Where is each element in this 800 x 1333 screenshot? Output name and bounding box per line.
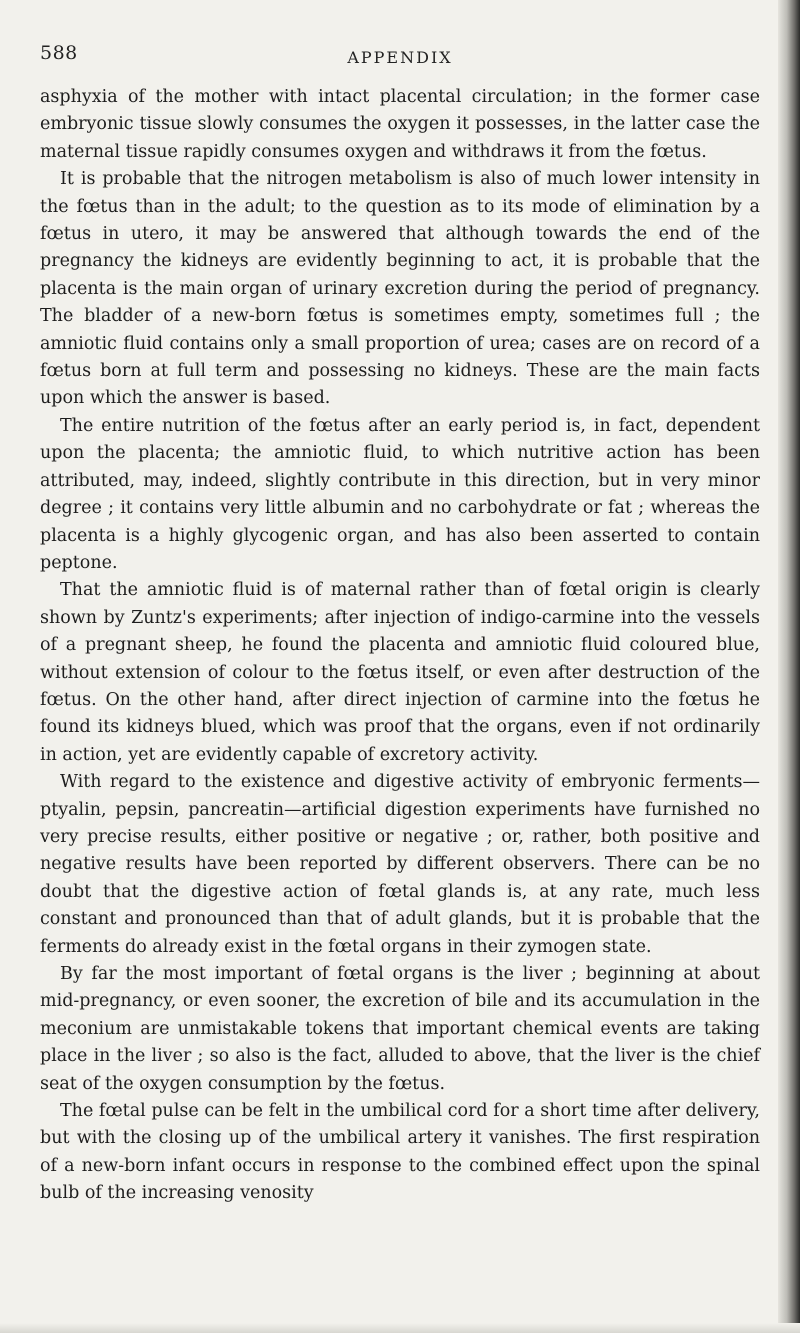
page-bottom-edge bbox=[0, 1323, 800, 1333]
paragraph-6: By far the most important of fœtal organs is the liver ; beginning at about mid-pregnancy, or even sooner, the excretion of bile and its accumulation in the meconium are unmistakable tokens that important chemical events are taking place in the liver ; so also is the fact, alluded to above, that the liver is the chief seat of the oxygen consumption by the fœtus. bbox=[40, 964, 760, 1094]
paragraph-5: With regard to the existence and digestive activity of embryonic ferments—ptyalin, pepsin, pancreatin—artificial digestion experiments have furnished no very precise results, either positive or negative ; or, rather, both positive and negative results have been reported by different observers. There can be no doubt that the digestive action of fœtal glands is, at any rate, much less constant and pronounced than that of adult glands, but it is probable that the ferments do already exist in the fœtal organs in their zymogen state. bbox=[40, 772, 760, 957]
paragraph-2: It is probable that the nitrogen metabolism is also of much lower intensity in the fœtus than in the adult; to the question as to its mode of elimination by a fœtus in utero, it may be answered that although towards the end of the pregnancy the kidneys are evidently beginning to act, it is probable that the placenta is the main organ of urinary excretion during the period of pregnancy. The bladder of a new-born fœtus is sometimes empty, sometimes full ; the amniotic fluid contains only a small proportion of urea; cases are on record of a fœtus born at full term and possessing no kidneys. These are the main facts upon which the answer is based. bbox=[40, 169, 760, 409]
body-text bbox=[40, 84, 760, 1208]
page-number: 588 bbox=[40, 42, 78, 64]
paragraph-7: The fœtal pulse can be felt in the umbilical cord for a short time after delivery, but with the closing up of the umbilical artery it vanishes. The first respiration of a new-born infant occurs in response to the combined effect upon the spinal bulb of the increasing venosity bbox=[40, 1101, 760, 1204]
paragraph-4: That the amniotic fluid is of maternal rather than of fœtal origin is clearly shown by Zuntz's experiments; after injection of indigo-carmine into the vessels of a pregnant sheep, he found the placenta and amniotic fluid coloured blue, without extension of colour to the fœtus itself, or even after destruction of the fœtus. On the other hand, after direct injection of carmine into the fœtus he found its kidneys blued, which was proof that the organs, even if not ordinarily in action, yet are evidently capable of excretory activity. bbox=[40, 580, 760, 765]
page-binding-edge bbox=[778, 0, 800, 1333]
running-head: APPENDIX bbox=[347, 48, 453, 67]
page-header bbox=[40, 42, 780, 76]
paragraph-3: The entire nutrition of the fœtus after an early period is, in fact, dependent upon the placenta; the amniotic fluid, to which nutritive action has been attributed, may, indeed, slightly contribute in this direction, but in very minor degree ; it contains very little albumin and no carbohydrate or fat ; whereas the placenta is a highly glycogenic organ, and has also been asserted to contain peptone. bbox=[40, 415, 760, 573]
paragraph-1: asphyxia of the mother with intact placental circulation; in the former case embryonic tissue slowly consumes the oxygen it possesses, in the latter case the maternal tissue rapidly consumes oxygen and withdraws it from the fœtus. bbox=[40, 87, 760, 162]
